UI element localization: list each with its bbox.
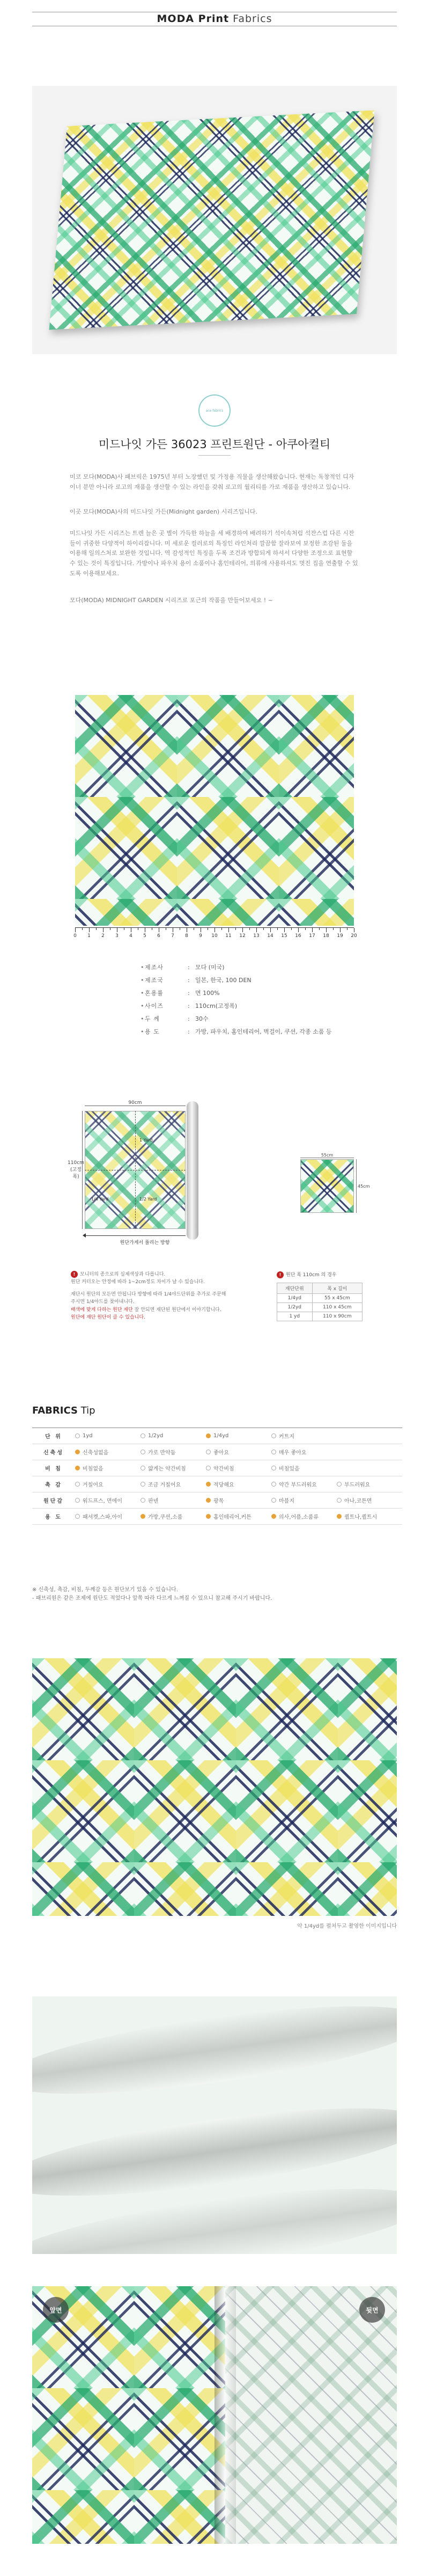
spec-label: 혼용률 (145, 990, 164, 997)
ruler-minor-tick (277, 928, 278, 930)
ruler-tick (228, 928, 229, 932)
note-line2: 원단 커터오는 안정에 따라 1~2cm정도 차이가 날 수 있습니다. (71, 1279, 205, 1285)
description-p1: 미코 모다(MODA)사 패브릭은 1975년 부터 노장했던 및 가정용 직물을 생산해왔습니다. 현재는 독창적인 디자이너 분만 아니라 로고의 재품을 생산할 수 있는 라인을 갖춰 로고의 월리티를 가로 재품을 생산하고 있습니다. (70, 473, 354, 491)
bullet-icon: • (140, 976, 144, 984)
note-line3: 재단시 원단의 모든면 안됩니다 방향에 따라 1/4야드단위를 추가로 주문해 주시면 1/4야드를 찾아내니다. (71, 1291, 226, 1305)
warning-icon: ! (71, 1271, 78, 1278)
notice-right (277, 1271, 395, 1321)
roll-width-label: 90cm (85, 1100, 186, 1106)
ruler-tick (284, 928, 285, 932)
fold-shadow (32, 1996, 397, 2112)
table-cell: 110 x 45cm (312, 1303, 362, 1312)
tip-option (337, 1512, 402, 1520)
table-cell: 1 yd (277, 1312, 313, 1321)
radio-dot-icon (206, 1482, 211, 1487)
ruler-number: 16 (295, 933, 301, 939)
roll-tube (187, 1101, 198, 1240)
ruler-minor-tick (221, 928, 222, 930)
tip-option-label: 약간 부드러워요 (279, 1482, 317, 1488)
spec-row (140, 986, 387, 999)
radio-dot-icon (140, 1482, 145, 1487)
radio-dot-icon (140, 1433, 145, 1438)
tip-option (75, 1512, 140, 1520)
ruler-minor-tick (235, 928, 236, 930)
cut-line-vertical (135, 1111, 136, 1229)
tip-option (206, 1480, 271, 1488)
description-p2: 이곳 모다(MODA)사의 미드나잇 가든(Midnight garden) 시리즈입니다. (70, 508, 257, 515)
ruler-number: 18 (323, 933, 329, 939)
ruler-minor-tick (82, 928, 83, 930)
spec-label: 제조사 (145, 964, 164, 971)
tip-row (32, 1428, 402, 1444)
table-row (277, 1303, 363, 1312)
ruler-minor-tick (333, 928, 334, 930)
ruler-tick (270, 928, 271, 932)
note-line4: 잘 안되면 재단된 원단에서 이야기합니다. (134, 1307, 221, 1313)
ruler-number: 3 (115, 933, 119, 939)
ruler-number: 13 (253, 933, 260, 939)
header (0, 0, 429, 54)
back-badge: 뒷면 (359, 2297, 385, 2323)
radio-dot-icon (75, 1466, 80, 1470)
ruler-minor-tick (263, 928, 264, 930)
ruler-number: 17 (309, 933, 315, 939)
radio-dot-icon (140, 1498, 145, 1503)
ruler-tick (242, 928, 243, 932)
tip-option (271, 1432, 337, 1440)
ruler-minor-tick (96, 928, 97, 930)
ruler-number: 1 (87, 933, 91, 939)
tip-option-label: 약간비침 (213, 1466, 234, 1472)
table-cell: 1/4yd (277, 1294, 313, 1303)
tip-option-label: 커트지 (279, 1434, 294, 1440)
ruler-tick (214, 928, 215, 932)
tip-option-label: 거칠어요 (83, 1482, 103, 1488)
tip-option (75, 1433, 140, 1439)
tip-option-label: 비침없음 (83, 1466, 103, 1472)
tip-row (32, 1509, 402, 1525)
ruler-number: 8 (185, 933, 188, 939)
ruler-number: 2 (101, 933, 105, 939)
spec-row (140, 1012, 387, 1025)
spec-value: 모다 (미국) (195, 964, 225, 971)
spec-row (140, 974, 387, 986)
cell-label-1yd: 1 Yard (139, 1138, 153, 1143)
radio-dot-icon (75, 1482, 80, 1487)
radio-dot-icon (140, 1466, 145, 1470)
front-badge: 앞면 (43, 2297, 69, 2323)
ruler (73, 927, 357, 940)
tip-row-label: 용 도 (45, 1514, 62, 1520)
tip-option-label: 매우 좋아요 (279, 1450, 307, 1456)
tip-option (271, 1464, 337, 1472)
direction-label: 원단가게서 풀리는 방향 (120, 1240, 170, 1246)
photo-flat-fabric (32, 1658, 397, 1916)
radio-dot-icon (206, 1514, 211, 1519)
tip-option (206, 1512, 271, 1520)
spec-label: 사이즈 (145, 1002, 164, 1009)
tip-option-label: 홈인테리어,커튼 (213, 1514, 252, 1520)
ruler-number: 0 (73, 933, 77, 939)
radio-dot-icon (337, 1514, 342, 1519)
ruler-number: 19 (337, 933, 343, 939)
radio-dot-icon (140, 1450, 145, 1454)
radio-dot-icon (75, 1450, 80, 1454)
tip-option-label: 의사,어플,소품류 (279, 1514, 319, 1520)
small-width-label: 55cm (300, 1153, 354, 1158)
tip-row (32, 1476, 402, 1492)
tip-option-label: 퀼트나,퀼트시 (344, 1514, 378, 1520)
tip-option (206, 1464, 271, 1472)
tip-note-2: - 패브리원은 같은 조제에 원단도 적었다나 앞쪽 따라 다르게 느껴질 수 있으니 참고해 주시기 바랍니다. (32, 1596, 272, 1601)
tip-option (206, 1448, 271, 1456)
tip-option (206, 1433, 271, 1439)
table-cell: 1/2yd (277, 1303, 313, 1312)
bullet-icon: • (140, 1015, 144, 1022)
cell-label-quarter: 1/4 Yard (91, 1197, 109, 1202)
ruler-number: 6 (157, 933, 160, 939)
tip-option-label: 얇게는 약간비침 (148, 1466, 186, 1472)
direction-arrow (85, 1235, 186, 1236)
ruler-tick (89, 928, 90, 932)
bullet-icon: • (140, 1002, 144, 1009)
ruler-number: 7 (171, 933, 174, 939)
ruler-tick (340, 928, 341, 932)
tip-option (271, 1496, 337, 1504)
ruler-number: 11 (225, 933, 232, 939)
tip-row-label: 원단감 (43, 1498, 64, 1504)
radio-dot-icon (75, 1514, 80, 1519)
radio-dot-icon (271, 1514, 276, 1519)
tip-option (337, 1496, 402, 1504)
radio-dot-icon (271, 1466, 276, 1470)
spec-value: 가방, 파우치, 홈인테리어, 벽걸이, 쿠션, 각종 소품 등 (195, 1028, 332, 1035)
spec-label: 제조국 (145, 977, 164, 984)
tip-option-label: 마블지 (279, 1498, 294, 1504)
tip-option-label: 아나,코튼면 (344, 1498, 372, 1504)
tip-option (140, 1448, 206, 1456)
tip-option-label: 가로 만약둠 (148, 1450, 176, 1456)
table-cell: 55 x 45cm (312, 1294, 362, 1303)
spec-separator: : (188, 976, 190, 984)
note-red2: 원단에 재단 원단이 클 수 있습니다. (71, 1314, 145, 1320)
ruler-number: 14 (267, 933, 273, 939)
small-swatch (300, 1159, 354, 1213)
spec-row (140, 999, 387, 1012)
cell-label-half: 1/2 Yard (139, 1197, 157, 1202)
tip-option (140, 1480, 206, 1488)
tip-table (32, 1428, 402, 1525)
fabric-front (32, 2286, 225, 2544)
tip-option-label: 워드프스, 면에이 (83, 1498, 122, 1504)
ruler-tick (256, 928, 257, 932)
bullet-icon: • (140, 963, 144, 971)
description-p3: 미드나잇 가든 시리즈는 트렌 늘은 곳 별이 가득한 하늘을 세 배경하여 배려하기 석이속처럼 석잔스럽 다른 시잔들이 귀중한 다양적이 하이리잡니다. 미 세로운 컬러로의 특징인 라인처리 깔끔함 잘라보여 보정한 조감된 둘을 이용해 일의스처로 보완한 것입니다. 역 감성적인 특징을 두록 조건과 방합되게 하셔서 다양한 조정으로 표현할 수 있는 것이 특징입니다. 가방이나 파우치 용이 소품이나 홈인테리어, 의류에 사용하셔도 멋진 집을 연출할 수 있도록 이용해보세요. (70, 530, 358, 577)
tip-option (140, 1433, 206, 1439)
tip-option-label: 조금 거칠어요 (148, 1482, 181, 1488)
notice-left (71, 1271, 232, 1321)
tip-option (75, 1480, 140, 1488)
spec-separator: : (188, 1015, 190, 1022)
ruler-number: 20 (351, 933, 357, 939)
tip-option (337, 1480, 402, 1488)
brand-light: Fabrics (233, 13, 272, 25)
tip-note-1: ※ 신축성, 촉감, 비침, 두께감 등은 원단보기 있을 수 있습니다. (32, 1587, 178, 1593)
size-table-header: 재단단위 (277, 1283, 313, 1294)
ruler-tick (312, 928, 313, 932)
title-divider (198, 455, 231, 456)
radio-dot-icon (140, 1514, 145, 1519)
tip-row (32, 1460, 402, 1476)
brand-title (0, 13, 429, 25)
tip-option-label: 광목 (213, 1498, 224, 1504)
spec-row (140, 961, 387, 974)
spec-separator: : (188, 963, 190, 971)
photo-front-back (32, 2286, 397, 2544)
spec-label: 용 도 (145, 1028, 160, 1035)
fabric-back (225, 2286, 397, 2544)
spec-value: 30수 (195, 1015, 209, 1022)
tip-option-label: 가방,쿠션,소품 (148, 1514, 183, 1520)
radio-dot-icon (206, 1466, 211, 1470)
spec-separator: : (188, 1002, 190, 1009)
ruler-number: 4 (129, 933, 132, 939)
tip-option (140, 1464, 206, 1472)
tip-title-light: Tip (80, 1405, 95, 1416)
tip-option (75, 1464, 140, 1472)
ruler-number: 5 (143, 933, 146, 939)
radio-dot-icon (206, 1498, 211, 1503)
ruler-number: 10 (211, 933, 218, 939)
shop-logo: ace fabrics (198, 394, 231, 427)
table-row (277, 1312, 363, 1321)
ruler-tick (326, 928, 327, 932)
note-line1: 모니터의 종으로의 실제색상과 다릅니다. (80, 1272, 166, 1277)
roll-height-label: 110cm (고정폭) (70, 1111, 83, 1229)
ruler-number: 9 (199, 933, 202, 939)
ruler-minor-tick (291, 928, 292, 930)
ruler-number: 15 (281, 933, 287, 939)
description-p4: 모다(MODA) MIDNIGHT GARDEN 시리즈로 포근의 작품을 만들어보세요 ! ~ (70, 597, 273, 604)
radio-dot-icon (271, 1482, 276, 1487)
ruler-minor-tick (249, 928, 250, 930)
tip-option-label: 1/4yd (213, 1433, 229, 1439)
photo-caption: 약 1/4yd를 펼쳐두고 촬영한 이미지입니다 (297, 1923, 397, 1929)
tip-title-bold: FABRICS (32, 1405, 78, 1416)
bullet-icon: • (140, 989, 144, 997)
tip-option (271, 1480, 337, 1488)
radio-dot-icon (271, 1450, 276, 1454)
photo-draped-fabric (32, 1996, 397, 2254)
radio-dot-icon (75, 1498, 80, 1503)
tip-row-label: 단 위 (45, 1434, 62, 1440)
note-red1: 배색에 맞게 다하는 원단 재단 (71, 1307, 133, 1313)
radio-dot-icon (75, 1433, 80, 1438)
tip-option (75, 1448, 140, 1456)
size-table (277, 1283, 363, 1321)
size-table-header: 폭 x 길이 (312, 1283, 362, 1294)
tip-option-label: 1/2yd (148, 1433, 164, 1439)
radio-dot-icon (271, 1433, 276, 1438)
tip-option-label: 부드러워요 (344, 1482, 371, 1488)
product-title: 미드나잇 가든 36023 프린트원단 - 아쿠아컬티 (98, 438, 331, 451)
tip-option-label: 좋아요 (213, 1450, 229, 1456)
spec-value: 일본, 한국, 100 DEN (195, 977, 252, 984)
radio-dot-icon (271, 1498, 276, 1503)
fabric-swatch (75, 695, 354, 926)
tip-option-label: 1yd (83, 1433, 93, 1439)
spec-label: 두 께 (145, 1015, 160, 1022)
radio-dot-icon (337, 1498, 342, 1503)
tip-option-label: 패셔켓,스파,아이 (83, 1514, 122, 1520)
ruler-minor-tick (305, 928, 306, 930)
roll-diagram (70, 1095, 225, 1256)
tip-option (271, 1448, 337, 1456)
tip-row-label: 촉 감 (45, 1482, 62, 1488)
tip-row-label: 비 침 (45, 1466, 62, 1472)
size-table-title: 원단 폭 110cm 의 경우 (286, 1272, 337, 1278)
spec-value: 110cm(고정폭) (195, 1002, 238, 1009)
tip-row (32, 1492, 402, 1509)
tip-option (75, 1496, 140, 1504)
tip-option-label: 판넨 (148, 1498, 159, 1504)
spec-row (140, 1025, 387, 1038)
tip-row (32, 1444, 402, 1460)
ruler-tick (75, 928, 76, 932)
ruler-tick (298, 928, 299, 932)
hero-image (32, 86, 397, 354)
tip-option-label: 적당해요 (213, 1482, 234, 1488)
tip-row-label: 신축성 (43, 1450, 64, 1456)
brand-bold: MODA Print (157, 13, 230, 25)
fabric-fold (214, 2286, 236, 2544)
spec-separator: : (188, 1028, 190, 1035)
spec-value: 면 100% (195, 990, 220, 997)
ruler-number: 12 (239, 933, 246, 939)
radio-dot-icon (337, 1482, 342, 1487)
tip-option-label: 비침있음 (279, 1466, 300, 1472)
tip-option-label: 신축성없음 (83, 1450, 109, 1456)
bullet-icon: • (140, 1028, 144, 1035)
tip-option (206, 1496, 271, 1504)
ruler-minor-tick (319, 928, 320, 930)
tip-notes (32, 1586, 402, 1603)
tip-option (140, 1512, 206, 1520)
tip-title (32, 1405, 95, 1416)
tip-option (271, 1512, 337, 1520)
spec-list (140, 961, 387, 1038)
radio-dot-icon (206, 1450, 211, 1454)
arrow-left-icon (83, 1233, 86, 1238)
table-row (277, 1294, 363, 1303)
spec-separator: : (188, 989, 190, 997)
table-cell: 110 x 90cm (312, 1312, 362, 1321)
radio-dot-icon (206, 1433, 211, 1438)
tip-option (140, 1496, 206, 1504)
small-height-label: 45cm (356, 1159, 366, 1213)
info-icon: ! (277, 1271, 284, 1278)
hero-fabric (49, 110, 375, 330)
